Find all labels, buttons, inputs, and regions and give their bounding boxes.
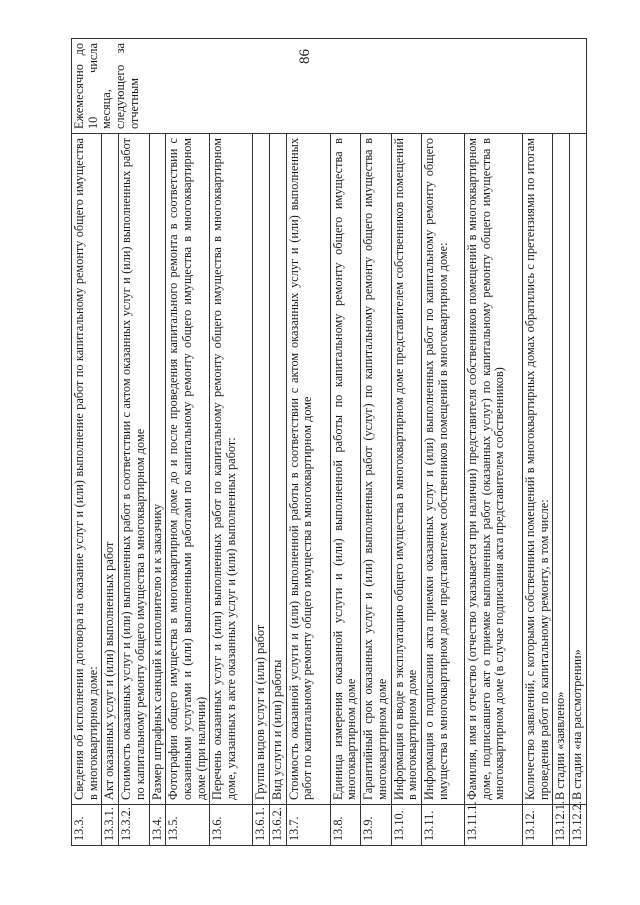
table-row <box>119 39 149 846</box>
periodicity-cell: Ежемесячно до 10 числа месяца, следующего за отчетным <box>72 39 587 134</box>
row-description: Вид услуги и (или) работы <box>270 134 287 805</box>
page-number: 86 <box>297 49 313 64</box>
row-description: Информация о вводе в эксплуатацию общего имущества в многоквартирном доме представителем собственников помещений в многоквартирном доме <box>391 134 421 805</box>
row-description: Перечень оказанных услуг и (или) выполненных работ по капитальному ремонту общего имущества в многоквартирном доме, указанных в акте оказанных услуг и (или) выполненных работ: <box>210 134 253 805</box>
table-row <box>421 39 464 846</box>
row-number: 13.9. <box>361 805 391 846</box>
row-number: 13.7. <box>286 805 330 846</box>
row-description: Стоимость оказанных услуг и (или) выполненных работ в соответствии с актом оказанных услуг и (или) выполненных работ по капитальному ремонту общего имущества в многоквартирном доме <box>119 134 149 805</box>
row-number: 13.12.2. <box>570 805 587 846</box>
table-row <box>522 39 552 846</box>
row-number: 13.3. <box>72 805 102 846</box>
row-description: Количество заявлений, с которыми собственники помещений в многоквартирных домах обратились с претензиями по итогам проведения работ по капитальному ремонту, в том числе: <box>522 134 552 805</box>
row-description: Информация о подписании акта приемки оказанных услуг и (или) выполненных работ по капитальному ремонту общего имущества в многоквартирном доме представителем собственников помещений в многоквартирном доме: <box>421 134 464 805</box>
row-number: 13.8. <box>330 805 360 846</box>
row-number: 13.6.2. <box>270 805 287 846</box>
row-description: Сведения об исполнении договора на оказание услуг и (или) выполнение работ по капитальному ремонту общего имущества в многоквартирном доме: <box>72 134 102 805</box>
table-row <box>553 39 570 846</box>
table-row <box>361 39 391 846</box>
row-description: Фотографии общего имущества в многоквартирном доме до и после проведения капитального ремонта в соответствии с оказанными услугами и (или) выполненными работами по капитальному ремонту общего имущества в многоквартирном доме (при наличии) <box>166 134 210 805</box>
table-row <box>253 39 270 846</box>
row-number: 13.12. <box>522 805 552 846</box>
table-row <box>72 39 102 846</box>
row-description: Стоимость оказанной услуги и (или) выполненной работы в соответствии с актом оказанных услуг и (или) выполненных работ по капитальному ремонту общего имущества в многоквартирном доме <box>286 134 330 805</box>
row-description: Единица измерения оказанной услуги и (или) выполненной работы по капитальному ремонту общего имущества в многоквартирном доме <box>330 134 360 805</box>
row-number: 13.6. <box>210 805 253 846</box>
row-number: 13.11. <box>421 805 464 846</box>
table-row <box>286 39 330 846</box>
row-description: Размер штрафных санкций к исполнителю и к заказчику <box>149 134 166 805</box>
row-number: 13.10. <box>391 805 421 846</box>
row-number: 13.11.1. <box>464 805 522 846</box>
table-row <box>330 39 360 846</box>
row-description: Гарантийный срок оказанных услуг и (или) выполненных работ (услуг) по капитальному ремонту общего имущества в многоквартирном доме <box>361 134 391 805</box>
row-description: Группа видов услуг и (или) работ <box>253 134 270 805</box>
table-row <box>166 39 210 846</box>
table-row <box>270 39 287 846</box>
row-number: 13.12.1. <box>553 805 570 846</box>
row-number: 13.5. <box>166 805 210 846</box>
table-row <box>102 39 119 846</box>
row-description: Акт оказанных услуг и (или) выполненных работ <box>102 134 119 805</box>
row-number: 13.3.1. <box>102 805 119 846</box>
row-number: 13.6.1. <box>253 805 270 846</box>
document-table <box>71 38 587 846</box>
row-number: 13.4. <box>149 805 166 846</box>
table-row <box>570 39 587 846</box>
row-description: Фамилия, имя и отчество (отчество указывается при наличии) представителя собственников помещений в многоквартирном доме, подписавшего акт о приемке выполненных работ (оказанных услуг) по капитальному ремонту общего имущества в многоквартирном доме (в случае подписания акта представителем собственников) <box>464 134 522 805</box>
row-number: 13.3.2. <box>119 805 149 846</box>
row-description: В стадии «заявлено» <box>553 134 570 805</box>
table-row <box>391 39 421 846</box>
rotated-table-container <box>71 38 595 846</box>
row-description: В стадии «на рассмотрении» <box>570 134 587 805</box>
table-row <box>464 39 522 846</box>
table-row <box>149 39 166 846</box>
table-row <box>210 39 253 846</box>
